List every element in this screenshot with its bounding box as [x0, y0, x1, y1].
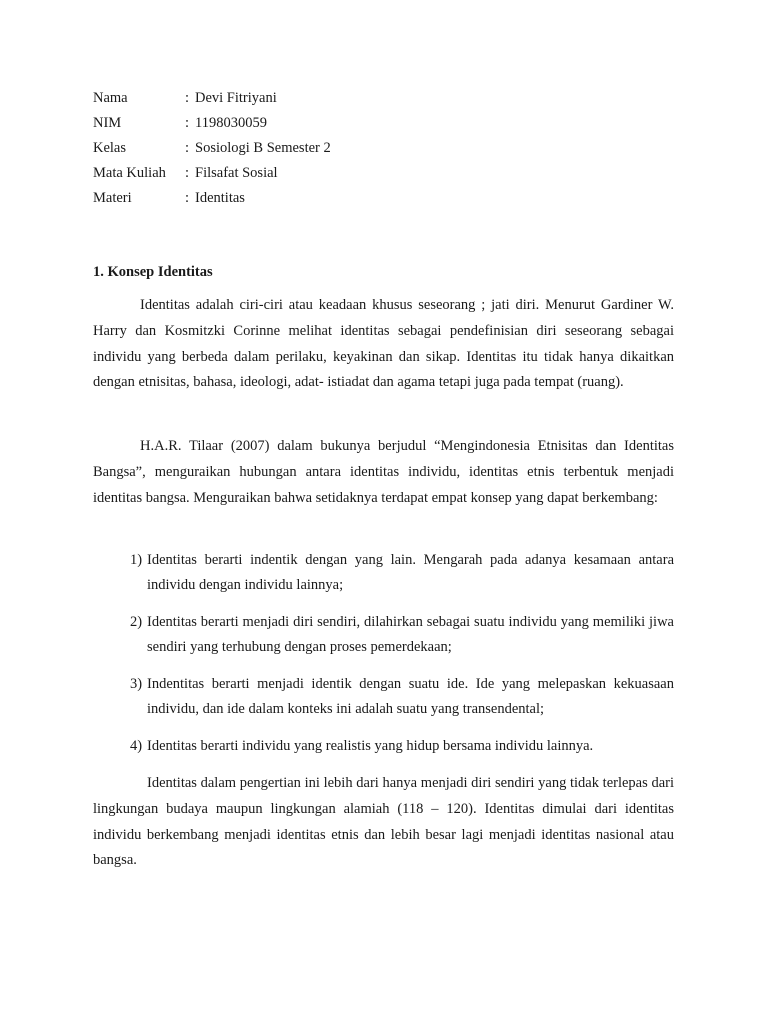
list-text: Identitas berarti individu yang realistis yang hidup bersama individu lainnya. — [147, 738, 594, 754]
info-row-kelas — [93, 136, 331, 161]
info-value: 1198030059 — [195, 115, 267, 131]
paragraph-tilaar: H.A.R. Tilaar (2007) dalam bukunya berjudul “Mengindonesia Etnisitas dan Identitas Bangsa”, menguraikan hubungan antara identitas individu, identitas etnis terbentuk menjadi identitas bangsa. Menguraikan bahwa setidaknya terdapat empat konsep yang dapat berkembang: — [93, 438, 674, 506]
list-item — [130, 610, 674, 660]
list-number: 2) — [130, 614, 143, 630]
info-separator: : — [185, 190, 190, 206]
info-row-mata-kuliah — [93, 161, 331, 186]
info-separator: : — [185, 90, 190, 106]
info-value: Filsafat Sosial — [195, 165, 278, 181]
list-item — [130, 672, 674, 722]
info-row-nama — [93, 86, 331, 111]
paragraph-conclusion: Identitas dalam pengertian ini lebih dari hanya menjadi diri sendiri yang tidak terlepas dari lingkungan budaya maupun lingkungan alamiah (118 – 120). Identitas dimulai dari identitas individu berkembang menjadi identitas etnis dan lebih besar lagi menjadi identitas nasional atau bangsa. — [93, 775, 674, 869]
list-text: Identitas berarti indentik dengan yang lain. Mengarah pada adanya kesamaan antara individu dengan individu lainnya; — [147, 552, 674, 593]
info-label: Materi — [93, 190, 132, 206]
info-label: NIM — [93, 115, 122, 131]
paragraph-definition: Identitas adalah ciri-ciri atau keadaan khusus seseorang ; jati diri. Menurut Gardiner W. Harry dan Kosmitzki Corinne melihat identitas sebagai pendefinisian diri seseorang sebagai individu yang berbeda dalam perilaku, keyakinan dan sikap. Identitas itu tidak hanya dikaitkan dengan etnisitas, bahasa, ideologi, adat- istiadat dan agama tetapi juga pada tempat (ruang). — [93, 297, 674, 391]
info-separator: : — [185, 140, 190, 156]
info-separator: : — [185, 165, 190, 181]
list-text: Identitas berarti menjadi diri sendiri, dilahirkan sebagai suatu individu yang memiliki jiwa sendiri yang terhubung dengan proses pemerdekaan; — [147, 614, 674, 655]
info-separator: : — [185, 115, 190, 131]
list-item — [130, 548, 674, 598]
info-value: Identitas — [195, 190, 245, 206]
info-label: Kelas — [93, 140, 127, 156]
list-number: 3) — [130, 676, 143, 692]
list-number: 1) — [130, 552, 143, 568]
list-item — [130, 734, 674, 759]
section-heading: 1. Konsep Identitas — [93, 264, 213, 280]
list-number: 4) — [130, 738, 143, 754]
list-text: Indentitas berarti menjadi identik dengan suatu ide. Ide yang melepaskan kekuasaan individu, dan ide dalam konteks ini adalah suatu yang transendental; — [147, 676, 674, 717]
info-value: Devi Fitriyani — [195, 90, 277, 106]
info-row-nim — [93, 111, 331, 136]
info-label: Mata Kuliah — [93, 165, 166, 181]
student-info-block — [93, 86, 331, 211]
info-row-materi — [93, 186, 331, 211]
info-label: Nama — [93, 90, 128, 106]
info-value: Sosiologi B Semester 2 — [195, 140, 331, 156]
